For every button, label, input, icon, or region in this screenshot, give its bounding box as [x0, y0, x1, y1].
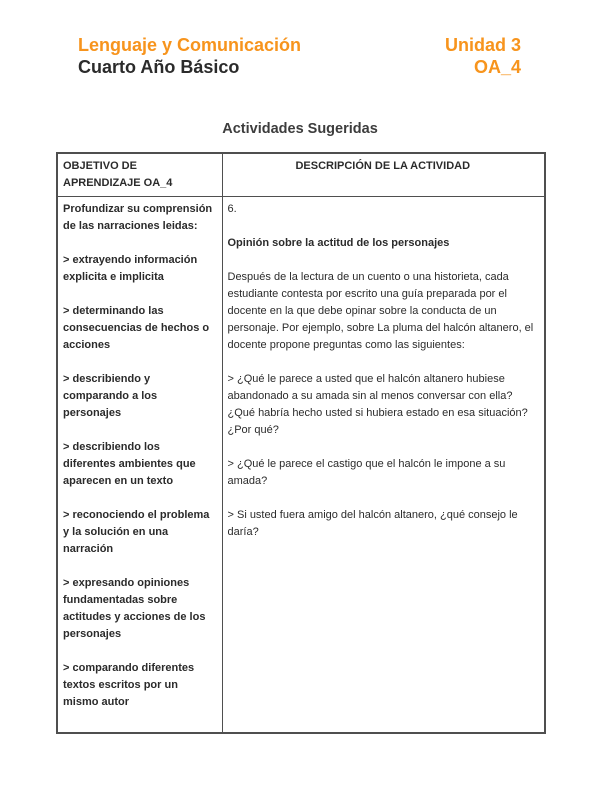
- header-right: [445, 34, 521, 78]
- activity-question: > Si usted fuera amigo del halcón altanero, ¿qué consejo le daría?: [227, 509, 518, 538]
- header-oa: OA_4: [473, 57, 521, 77]
- header-left: [78, 34, 301, 78]
- table-body-row: [57, 197, 545, 734]
- objective-bullet: > reconociendo el problema y la solución en una narración: [63, 509, 210, 555]
- activity-heading: Opinión sobre la actitud de los personajes: [227, 237, 450, 249]
- activity-intro: Después de la lectura de un cuento o una historieta, cada estudiante contesta por escrito una guía preparada por el docente en la que debe opinar sobre la conducta de un personaje. Por ejemplo, sobre La pluma del halcón altanero, el docente propone preguntas como las siguientes:: [227, 271, 534, 351]
- objective-bullet: > describiendo los diferentes ambientes que aparecen en un texto: [63, 441, 196, 487]
- page-title: Actividades Sugeridas: [222, 121, 378, 137]
- activity-question: > ¿Qué le parece a usted que el halcón altanero hubiese abandonado a su amada sin al menos conversar con ella? ¿Qué habría hecho usted si hubiera estado en esa situación? ¿Por qué?: [227, 373, 528, 436]
- objective-bullet: > expresando opiniones fundamentadas sobre actitudes y acciones de los personajes: [63, 577, 206, 640]
- objective-bullet: > describiendo y comparando a los personajes: [63, 373, 158, 419]
- activities-table: [56, 152, 546, 734]
- header-unit: Unidad 3: [444, 35, 521, 55]
- activity-question: > ¿Qué le parece el castigo que el halcón le impone a su amada?: [227, 458, 506, 487]
- header-course: Lenguaje y Comunicación: [78, 35, 302, 55]
- header-grade: Cuarto Año Básico: [78, 57, 240, 77]
- objective-bullet: > determinando las consecuencias de hechos o acciones: [63, 305, 210, 351]
- objective-intro: Profundizar su comprensión de las narraciones leidas:: [63, 203, 213, 232]
- objective-cell: [57, 197, 222, 734]
- activity-number: 6.: [227, 203, 237, 215]
- objective-bullet: > extrayendo información explicita e implicita: [63, 254, 198, 283]
- column-header-activity: DESCRIPCIÓN DE LA ACTIVIDAD: [222, 153, 545, 197]
- activity-cell: [222, 197, 545, 734]
- table-header-row: [57, 153, 545, 197]
- objective-bullet: > comparando diferentes textos escritos por un mismo autor: [63, 662, 195, 708]
- column-header-objective: OBJETIVO DE APRENDIZAJE OA_4: [57, 153, 222, 197]
